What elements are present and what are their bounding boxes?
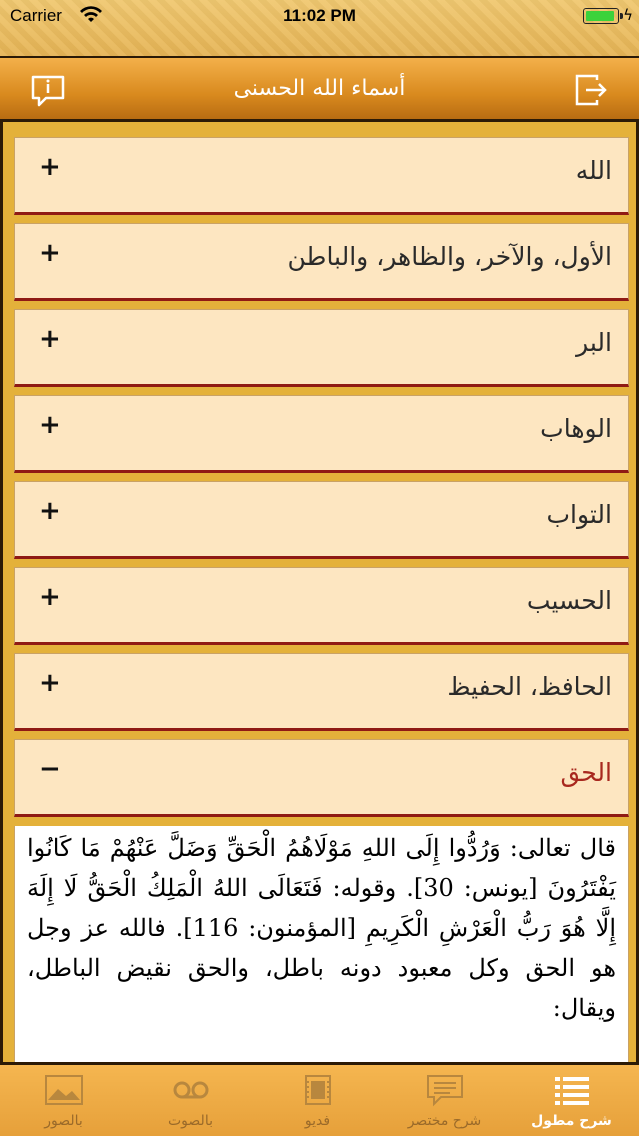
charging-icon: ϟ [623,6,633,24]
status-bar [0,0,639,56]
list-item[interactable] [14,567,629,645]
list-item-expanded[interactable] [14,739,629,817]
list-icon [552,1073,592,1107]
tab-short-explanation[interactable] [381,1065,508,1136]
expand-icon[interactable]: + [39,324,61,354]
item-label: الحسيب [526,586,612,615]
expand-icon[interactable]: + [39,496,61,526]
list-item[interactable] [14,223,629,301]
status-time: 11:02 PM [283,6,356,25]
tab-label: شرح مطول [531,1113,612,1129]
navigation-bar [0,56,639,122]
expand-icon[interactable]: + [39,410,61,440]
tab-bar [0,1062,639,1136]
list-item[interactable] [14,481,629,559]
tab-video[interactable] [254,1065,381,1136]
expand-icon[interactable]: + [39,152,61,182]
tab-label: فديو [304,1113,331,1129]
list-item[interactable] [14,137,629,215]
carrier-label: Carrier [10,6,62,25]
item-label: الله [575,156,612,185]
names-list [0,122,639,1062]
tab-label: شرح مختصر [407,1113,482,1129]
item-label: الوهاب [540,414,612,443]
exit-icon[interactable] [573,72,609,108]
item-label: الحافظ، الحفيظ [447,672,612,701]
tab-images[interactable] [0,1065,127,1136]
tab-audio[interactable] [127,1065,254,1136]
image-icon [44,1073,84,1107]
voicemail-icon [171,1073,211,1107]
explanation-text: قال تعالى: وَرُدُّوا إِلَى اللهِ مَوْلَاهُمُ الْحَقِّ وَضَلَّ عَنْهُمْ مَا كَانُوا يَفْتَرُونَ [يونس: 30]. وقوله: فَتَعَالَى اللهُ الْمَلِكُ الْحَقُّ لَا إِلَهَ إِلَّا هُوَ رَبُّ الْعَرْشِ الْكَرِيمِ [المؤمنون: 116]. فالله عز وجل هو الحق وكل معبود دونه باطل، والحق نقيض الباطل، ويقال: [27,834,617,1022]
film-icon [298,1073,338,1107]
tab-long-explanation[interactable] [508,1065,635,1136]
battery-icon [583,8,619,24]
item-label: التواب [546,500,612,529]
item-label: الحق [560,758,612,787]
expanded-content[interactable] [14,826,629,1062]
expand-icon[interactable]: + [39,582,61,612]
page-title: أسماء الله الحسنى [233,76,406,101]
list-item[interactable] [14,653,629,731]
expand-icon[interactable]: + [39,668,61,698]
list-item[interactable] [14,309,629,387]
item-label: الأول، والآخر، والظاهر، والباطن [287,242,612,271]
chat-icon [425,1073,465,1107]
expand-icon[interactable]: + [39,238,61,268]
collapse-icon[interactable]: − [39,754,61,784]
item-label: البر [576,328,612,357]
list-item[interactable] [14,395,629,473]
tab-label: بالصوت [168,1113,213,1129]
tab-label: بالصور [44,1113,83,1129]
